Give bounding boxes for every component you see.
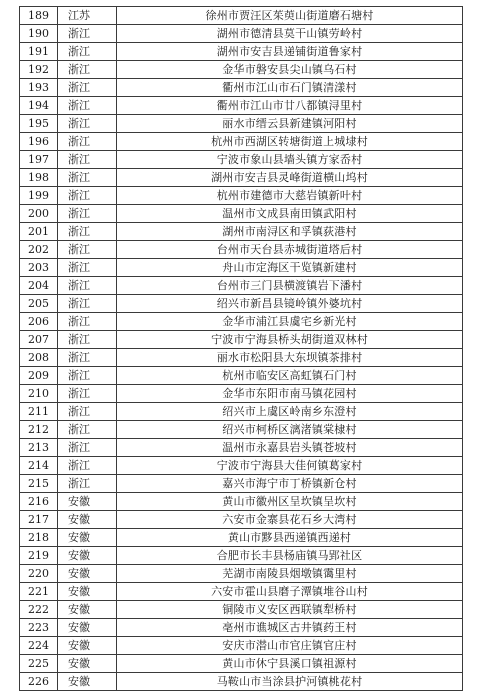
table-row [20,637,463,655]
province-cell: 安徽 [58,637,117,655]
table-row [20,457,463,475]
table-row [20,565,463,583]
province-cell: 浙江 [58,187,117,205]
table-row [20,79,463,97]
row-number-cell: 202 [20,241,58,259]
province-cell: 安徽 [58,493,117,511]
table-row [20,7,463,25]
row-number-cell: 207 [20,331,58,349]
village-name-cell: 湖州市安吉县递铺街道鲁家村 [117,43,463,61]
village-name-cell: 杭州市建德市大慈岩镇新叶村 [117,187,463,205]
row-number-cell: 225 [20,655,58,673]
table-row [20,295,463,313]
province-cell: 浙江 [58,169,117,187]
row-number-cell: 212 [20,421,58,439]
province-cell: 浙江 [58,115,117,133]
province-cell: 浙江 [58,259,117,277]
village-list-table [19,6,463,691]
village-name-cell: 绍兴市上虞区岭南乡东澄村 [117,403,463,421]
village-name-cell: 温州市永嘉县岩头镇苍坡村 [117,439,463,457]
village-name-cell: 六安市霍山县磨子潭镇堆谷山村 [117,583,463,601]
village-name-cell: 安庆市潜山市官庄镇官庄村 [117,637,463,655]
province-cell: 浙江 [58,313,117,331]
village-name-cell: 黄山市休宁县溪口镇祖源村 [117,655,463,673]
province-cell: 浙江 [58,403,117,421]
row-number-cell: 200 [20,205,58,223]
province-cell: 浙江 [58,241,117,259]
table-row [20,439,463,457]
table-row [20,187,463,205]
row-number-cell: 190 [20,25,58,43]
row-number-cell: 211 [20,403,58,421]
row-number-cell: 220 [20,565,58,583]
village-name-cell: 金华市浦江县虞宅乡新光村 [117,313,463,331]
table-row [20,43,463,61]
table-row [20,493,463,511]
village-name-cell: 杭州市临安区高虹镇石门村 [117,367,463,385]
province-cell: 浙江 [58,151,117,169]
village-name-cell: 黄山市徽州区呈坎镇呈坎村 [117,493,463,511]
village-name-cell: 绍兴市新昌县镜岭镇外婆坑村 [117,295,463,313]
province-cell: 浙江 [58,79,117,97]
village-name-cell: 芜湖市南陵县烟墩镇霭里村 [117,565,463,583]
table-row [20,133,463,151]
table-row [20,601,463,619]
village-name-cell: 金华市东阳市南马镇花园村 [117,385,463,403]
table-row [20,205,463,223]
table-row [20,277,463,295]
province-cell: 安徽 [58,511,117,529]
province-cell: 安徽 [58,601,117,619]
village-name-cell: 杭州市西湖区转塘街道上城埭村 [117,133,463,151]
village-name-cell: 铜陵市义安区西联镇犁桥村 [117,601,463,619]
table-row [20,151,463,169]
province-cell: 浙江 [58,277,117,295]
province-cell: 安徽 [58,655,117,673]
table-row [20,259,463,277]
province-cell: 安徽 [58,673,117,691]
row-number-cell: 224 [20,637,58,655]
village-name-cell: 湖州市德清县莫干山镇劳岭村 [117,25,463,43]
village-name-cell: 衢州市江山市廿八都镇浔里村 [117,97,463,115]
row-number-cell: 194 [20,97,58,115]
province-cell: 浙江 [58,223,117,241]
row-number-cell: 201 [20,223,58,241]
village-name-cell: 台州市天台县赤城街道塔后村 [117,241,463,259]
table-row [20,331,463,349]
province-cell: 浙江 [58,25,117,43]
village-name-cell: 温州市文成县南田镇武阳村 [117,205,463,223]
table-row [20,61,463,79]
village-table-body [20,7,463,691]
row-number-cell: 189 [20,7,58,25]
village-name-cell: 绍兴市柯桥区漓渚镇棠棣村 [117,421,463,439]
row-number-cell: 193 [20,79,58,97]
province-cell: 安徽 [58,619,117,637]
row-number-cell: 203 [20,259,58,277]
row-number-cell: 216 [20,493,58,511]
village-name-cell: 宁波市宁海县大佳何镇葛家村 [117,457,463,475]
province-cell: 安徽 [58,547,117,565]
province-cell: 浙江 [58,295,117,313]
row-number-cell: 210 [20,385,58,403]
table-row [20,367,463,385]
province-cell: 浙江 [58,475,117,493]
row-number-cell: 217 [20,511,58,529]
table-row [20,97,463,115]
row-number-cell: 206 [20,313,58,331]
table-row [20,421,463,439]
table-row [20,655,463,673]
province-cell: 安徽 [58,565,117,583]
row-number-cell: 222 [20,601,58,619]
village-name-cell: 丽水市松阳县大东坝镇茶排村 [117,349,463,367]
table-row [20,385,463,403]
province-cell: 浙江 [58,439,117,457]
table-row [20,547,463,565]
row-number-cell: 195 [20,115,58,133]
village-name-cell: 合肥市长丰县杨庙镇马郢社区 [117,547,463,565]
row-number-cell: 218 [20,529,58,547]
province-cell: 浙江 [58,457,117,475]
table-row [20,475,463,493]
village-name-cell: 衢州市江山市石门镇清漾村 [117,79,463,97]
row-number-cell: 199 [20,187,58,205]
row-number-cell: 208 [20,349,58,367]
province-cell: 浙江 [58,97,117,115]
province-cell: 江苏 [58,7,117,25]
village-name-cell: 徐州市贾汪区茱萸山街道磨石塘村 [117,7,463,25]
province-cell: 浙江 [58,43,117,61]
province-cell: 浙江 [58,331,117,349]
table-row [20,241,463,259]
village-name-cell: 嘉兴市海宁市丁桥镇新仓村 [117,475,463,493]
village-name-cell: 宁波市宁海县桥头胡街道双林村 [117,331,463,349]
province-cell: 浙江 [58,349,117,367]
table-row [20,25,463,43]
village-name-cell: 马鞍山市当涂县护河镇桃花村 [117,673,463,691]
village-name-cell: 亳州市谯城区古井镇药王村 [117,619,463,637]
table-row [20,529,463,547]
row-number-cell: 191 [20,43,58,61]
village-name-cell: 湖州市安吉县灵峰街道横山坞村 [117,169,463,187]
village-name-cell: 六安市金寨县花石乡大湾村 [117,511,463,529]
row-number-cell: 221 [20,583,58,601]
village-name-cell: 丽水市缙云县新建镇河阳村 [117,115,463,133]
province-cell: 浙江 [58,385,117,403]
row-number-cell: 205 [20,295,58,313]
row-number-cell: 196 [20,133,58,151]
province-cell: 浙江 [58,61,117,79]
row-number-cell: 209 [20,367,58,385]
province-cell: 浙江 [58,367,117,385]
province-cell: 浙江 [58,421,117,439]
table-row [20,583,463,601]
table-row [20,403,463,421]
table-row [20,223,463,241]
row-number-cell: 226 [20,673,58,691]
row-number-cell: 198 [20,169,58,187]
table-row [20,349,463,367]
village-name-cell: 湖州市南浔区和孚镇荻港村 [117,223,463,241]
row-number-cell: 197 [20,151,58,169]
table-row [20,511,463,529]
row-number-cell: 214 [20,457,58,475]
province-cell: 浙江 [58,133,117,151]
table-row [20,169,463,187]
row-number-cell: 204 [20,277,58,295]
village-name-cell: 舟山市定海区干览镇新建村 [117,259,463,277]
row-number-cell: 219 [20,547,58,565]
province-cell: 浙江 [58,205,117,223]
village-name-cell: 金华市磐安县尖山镇乌石村 [117,61,463,79]
village-name-cell: 宁波市象山县墙头镇方家岙村 [117,151,463,169]
province-cell: 安徽 [58,529,117,547]
province-cell: 安徽 [58,583,117,601]
table-row [20,115,463,133]
row-number-cell: 213 [20,439,58,457]
table-row [20,619,463,637]
table-row [20,673,463,691]
village-name-cell: 台州市三门县横渡镇岩下潘村 [117,277,463,295]
row-number-cell: 192 [20,61,58,79]
row-number-cell: 215 [20,475,58,493]
row-number-cell: 223 [20,619,58,637]
table-row [20,313,463,331]
village-name-cell: 黄山市黟县西递镇西递村 [117,529,463,547]
